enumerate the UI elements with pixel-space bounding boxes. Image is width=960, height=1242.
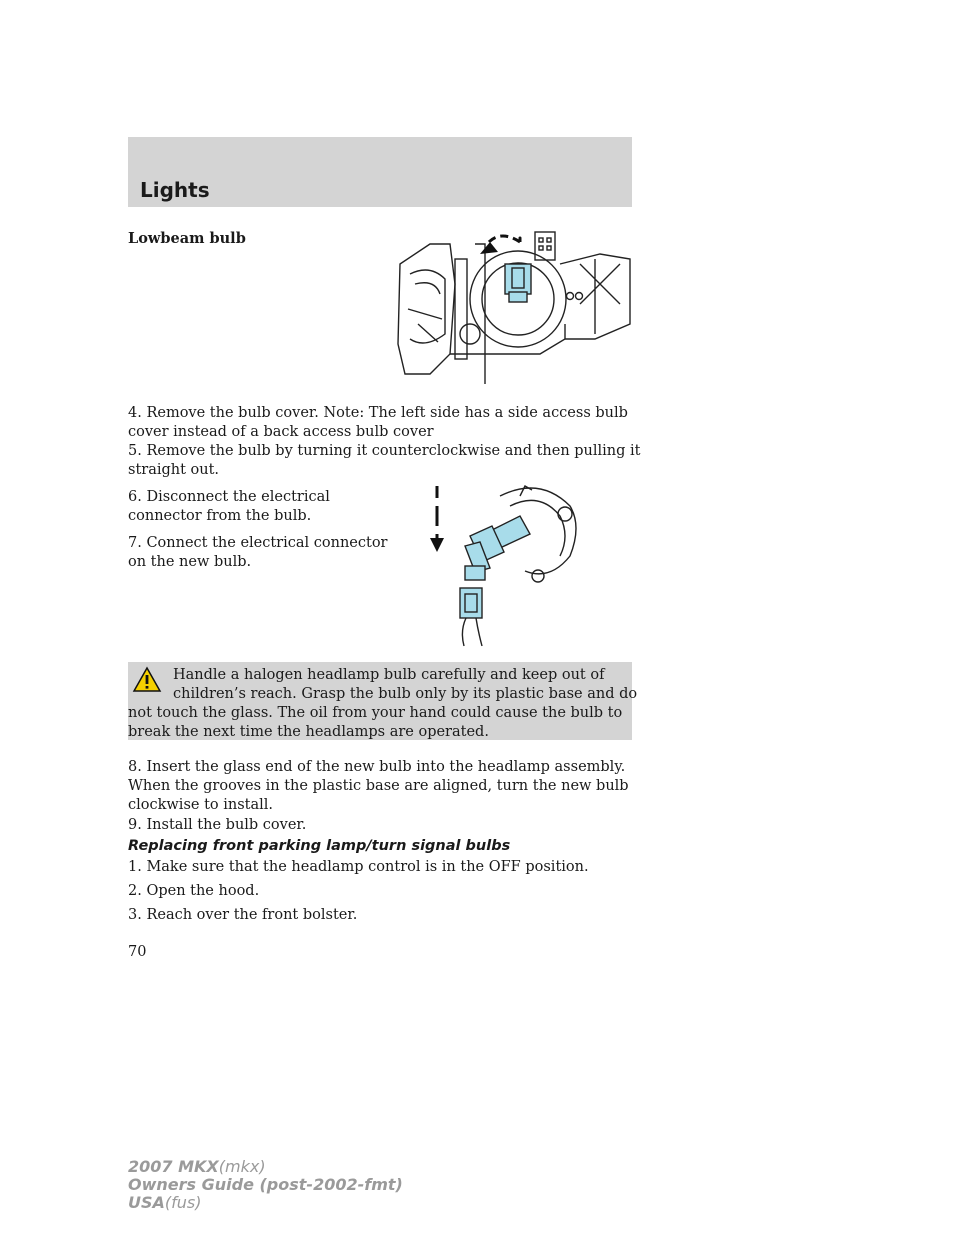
- step-8-line-1: 8. Insert the glass end of the new bulb into the headlamp assembly.: [128, 759, 626, 775]
- warning-line-4: break the next time the headlamps are operated.: [128, 724, 489, 740]
- document-footer: [128, 1158, 403, 1212]
- parking-step-2: 2. Open the hood.: [128, 883, 260, 899]
- parking-step-3: 3. Reach over the front bolster.: [128, 907, 358, 923]
- step-7-line-1: 7. Connect the electrical connector: [128, 535, 388, 551]
- footer-guide: Owners Guide (post-2002-fmt): [128, 1175, 403, 1194]
- footer-region-code: (fus): [164, 1193, 202, 1212]
- warning-line-3: not touch the glass. The oil from your hand could cause the bulb to: [128, 705, 623, 721]
- step-5-line-1: 5. Remove the bulb by turning it counterclockwise and then pulling it: [128, 443, 641, 459]
- warning-line-1: Handle a halogen headlamp bulb carefully and keep out of: [173, 667, 605, 683]
- footer-model-line: [128, 1158, 403, 1176]
- step-6-line-1: 6. Disconnect the electrical: [128, 489, 330, 505]
- footer-region: USA: [128, 1193, 165, 1212]
- parking-lamp-heading: Replacing front parking lamp/turn signal bulbs: [128, 838, 511, 854]
- step-8-line-2: When the grooves in the plastic base are aligned, turn the new bulb: [128, 778, 629, 794]
- down-arrow-icon: [430, 538, 444, 552]
- page-number: 70: [128, 944, 147, 960]
- step-5-line-2: straight out.: [128, 462, 220, 478]
- footer-model: 2007 MKX: [128, 1157, 219, 1176]
- step-6-line-2: connector from the bulb.: [128, 508, 312, 524]
- warning-line-2: children’s reach. Grasp the bulb only by its plastic base and do: [173, 686, 638, 702]
- step-8-line-3: clockwise to install.: [128, 797, 274, 813]
- headlamp-assembly-illustration: [390, 224, 640, 384]
- warning-triangle-icon: [132, 666, 162, 693]
- parking-step-1: 1. Make sure that the headlamp control is in the OFF position.: [128, 859, 589, 875]
- bulb-connector-illustration: [420, 476, 590, 648]
- step-4-line-2: cover instead of a back access bulb cover: [128, 424, 434, 440]
- step-7-line-2: on the new bulb.: [128, 554, 252, 570]
- lowbeam-heading: Lowbeam bulb: [128, 230, 246, 247]
- footer-region-line: [128, 1194, 403, 1212]
- step-4-line-1: 4. Remove the bulb cover. Note: The left side has a side access bulb: [128, 405, 628, 421]
- step-9: 9. Install the bulb cover.: [128, 817, 307, 833]
- footer-model-code: (mkx): [218, 1157, 266, 1176]
- section-title: Lights: [140, 178, 210, 202]
